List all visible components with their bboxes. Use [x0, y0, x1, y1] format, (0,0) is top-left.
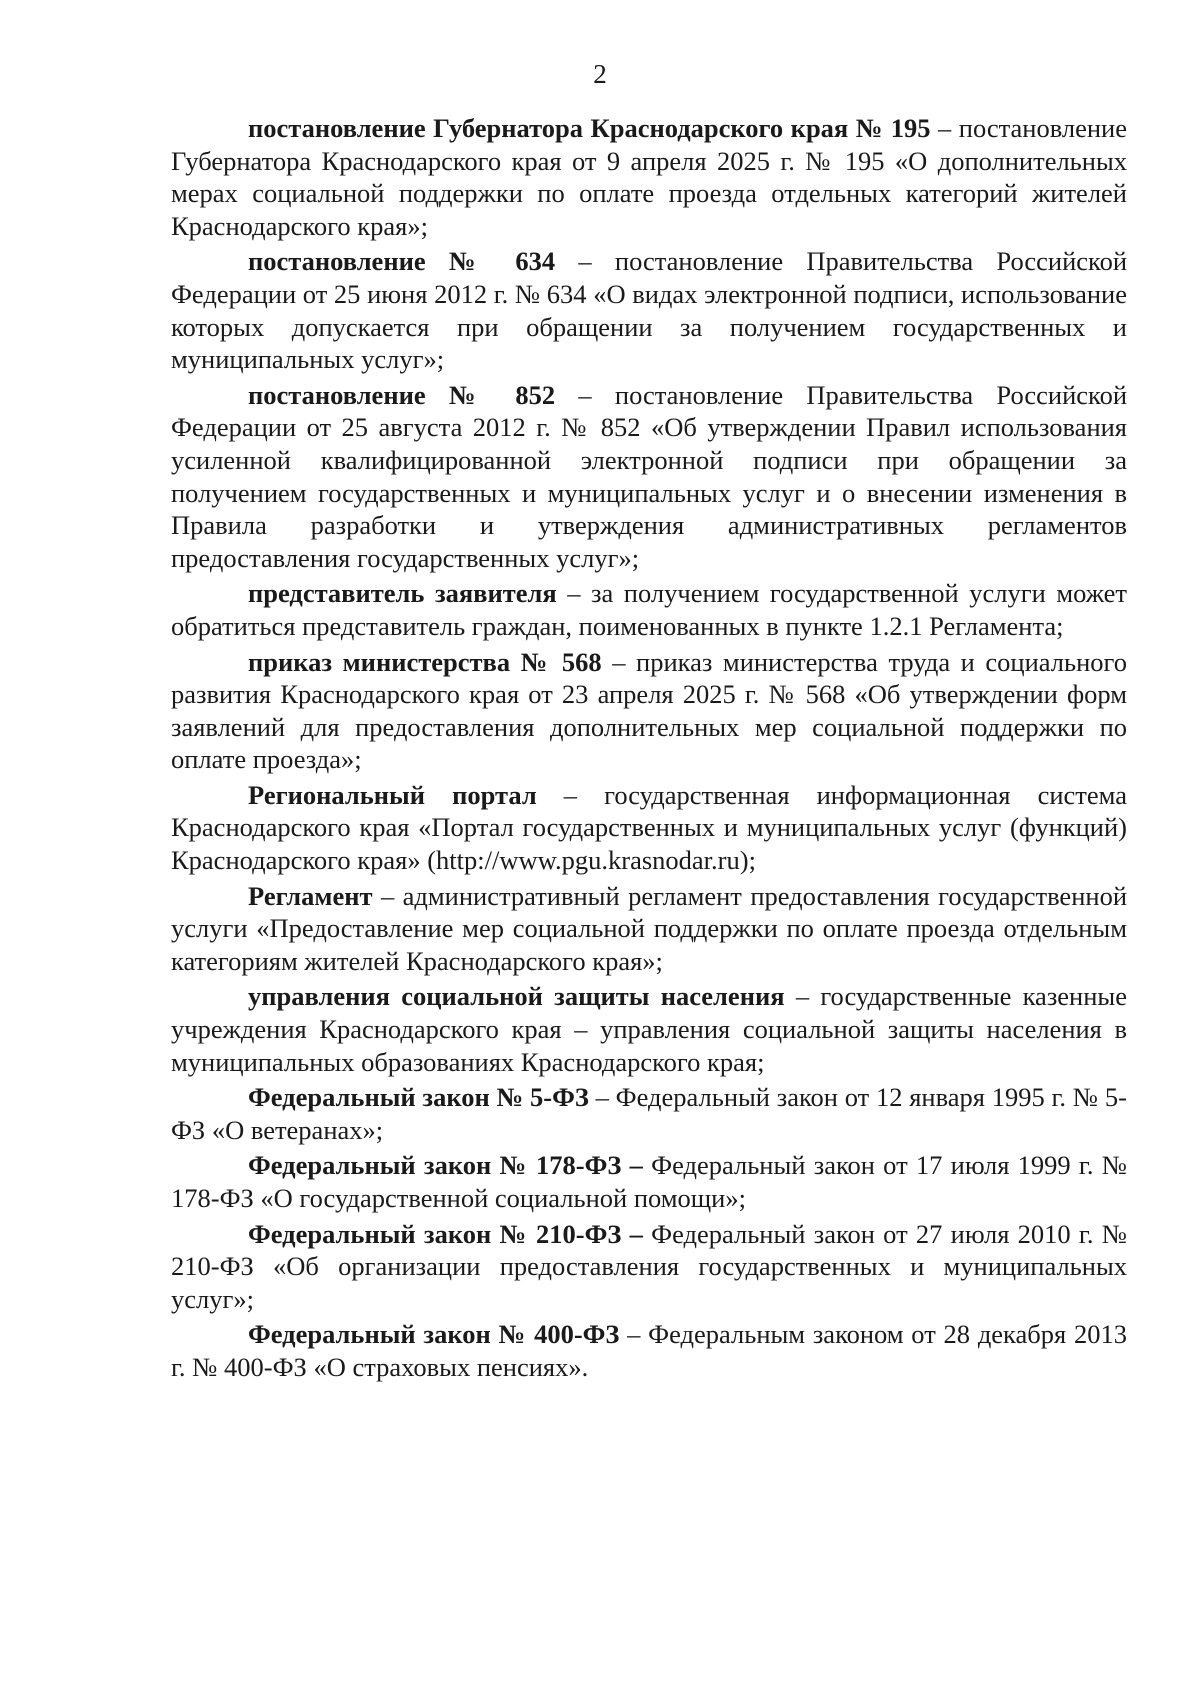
definition-text: – постановление Правительства Российской Федерации от 25 июня 2012 г. № 634 «О видах электронной подписи, использование которых допускается при обращении за получением государственных и муниципальных услуг»;	[171, 246, 1127, 375]
definition-paragraph	[171, 646, 1127, 776]
definition-text: – государственные казенные учреждения Краснодарского края – управления социальной защиты населения в муниципальных образованиях Краснодарского края;	[171, 981, 1127, 1077]
definition-text: Федеральный закон от 27 июля 2010 г. № 210-ФЗ «Об организации предоставления государственных и муниципальных услуг»;	[171, 1218, 1127, 1314]
definition-paragraph	[171, 1081, 1127, 1146]
definition-paragraph	[171, 379, 1127, 575]
definition-term: представитель заявителя	[248, 578, 557, 609]
definition-text: – Федеральным законом от 28 декабря 2013 г. № 400-ФЗ «О страховых пенсиях».	[171, 1319, 1127, 1382]
definition-paragraph	[171, 245, 1127, 375]
definition-term: Федеральный закон № 178-ФЗ –	[248, 1150, 643, 1181]
definition-term: постановление Губернатора Краснодарского края № 195	[248, 113, 931, 143]
definition-term: Федеральный закон № 5-ФЗ	[248, 1082, 589, 1113]
definition-text: – приказ министерства труда и социального развития Краснодарского края от 23 апреля 2025 г. № 568 «Об утверждении форм заявлений для предоставления дополнительных мер социальной поддержки по оплате проезда»;	[171, 646, 1127, 775]
definition-term: Федеральный закон № 400-ФЗ	[248, 1319, 620, 1350]
definition-paragraph	[171, 1218, 1127, 1316]
definition-text: – государственная информационная система Краснодарского края «Портал государственных и муниципальных услуг (функций) Краснодарского края» (http://www.pgu.krasnodar.ru);	[171, 779, 1127, 876]
definition-text: – за получением государственной услуги может обратиться представитель граждан, поименованных в пункте 1.2.1 Регламента;	[171, 578, 1127, 641]
definition-text: – административный регламент предоставления государственной услуги «Предоставление мер социальной поддержки по оплате проезда отдельным категориям жителей Краснодарского края»;	[171, 880, 1127, 976]
definition-term: постановление № 852	[248, 379, 556, 410]
definition-paragraph	[171, 880, 1127, 978]
definition-paragraph	[171, 1149, 1127, 1214]
definition-term: Федеральный закон № 210-ФЗ –	[248, 1218, 643, 1249]
definition-term: Регламент	[248, 880, 373, 911]
definition-paragraph	[171, 1318, 1127, 1383]
definition-paragraph	[171, 112, 1127, 242]
page-number: 2	[593, 59, 607, 89]
definition-term: управления социальной защиты населения	[248, 981, 785, 1012]
definition-term: постановление № 634	[248, 246, 556, 277]
definition-paragraph	[171, 577, 1127, 642]
definition-text: – постановление Губернатора Краснодарского края от 9 апреля 2025 г. № 195 «О дополнительных мерах социальной поддержки по оплате проезда отдельных категорий жителей Краснодарского края»;	[171, 113, 1127, 241]
definition-text: – Федеральный закон от 12 января 1995 г. № 5-ФЗ «О ветеранах»;	[171, 1082, 1127, 1145]
definitions-list	[171, 112, 1127, 1387]
definition-text: Федеральный закон от 17 июля 1999 г. № 178-ФЗ «О государственной социальной помощи»;	[171, 1150, 1127, 1213]
definition-text: – постановление Правительства Российской Федерации от 25 августа 2012 г. № 852 «Об утверждении Правил использования усиленной квалифицированной электронной подписи при обращении за получением государственных и муниципальных услуг и о внесении изменения в Правила разработки и утверждения административных регламентов предоставления государственных услуг»;	[171, 379, 1127, 573]
definition-paragraph	[171, 779, 1127, 877]
definition-paragraph	[171, 980, 1127, 1078]
definition-term: приказ министерства № 568	[248, 646, 602, 677]
definition-term: Региональный портал	[248, 779, 537, 810]
